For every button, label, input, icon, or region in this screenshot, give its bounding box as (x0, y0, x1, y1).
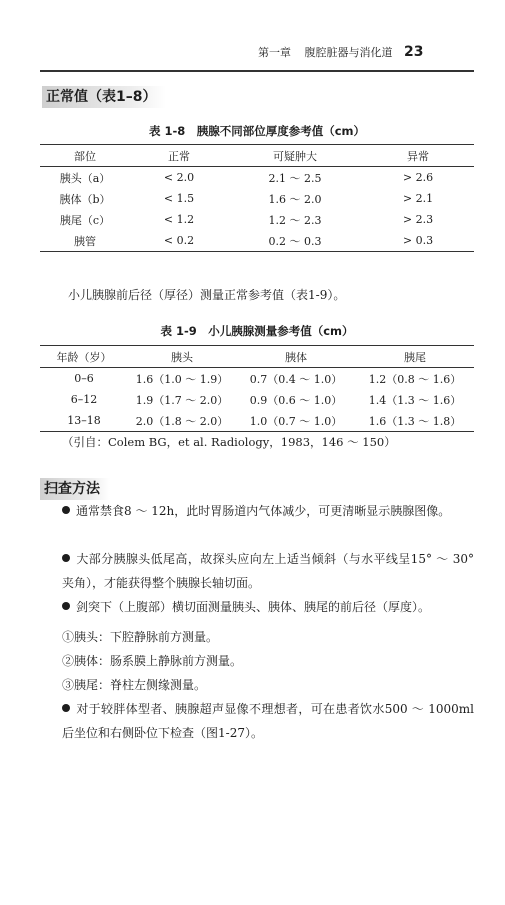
chapter-label: 第一章 (258, 46, 291, 59)
bullet-text: 对于较胖体型者、胰腺超声显像不理想者，可在患者饮水500 ～ 1000ml后坐位和右侧卧位下检查（图1-27）。 (62, 702, 474, 740)
table-cell: 6–12 (70, 393, 98, 406)
bullet-text: 大部分胰腺头低尾高，故探头应向左上适当倾斜（与水平线呈15° ～ 30°夹角），才能获得整个胰腺长轴切面。 (62, 552, 474, 590)
table-cell: 1.9（1.7 ～ 2.0） (135, 393, 229, 407)
table-cell: 0–6 (74, 372, 94, 385)
header-rule (40, 70, 474, 72)
table-1-9-caption: 表 1-9 小儿胰腺测量参考值（cm） (160, 324, 354, 338)
table-cell: 胰头（a） (59, 171, 111, 185)
bullet-item (62, 595, 474, 619)
table-cell: 1.2 ～ 2.3 (268, 213, 322, 227)
table-cell: 1.0（0.7 ～ 1.0） (249, 414, 343, 428)
table-cell: 0.9（0.6 ～ 1.0） (249, 393, 343, 407)
bullet-item (62, 499, 474, 523)
table-header-row (40, 145, 474, 167)
sub-item-pancreas-tail: ③胰尾：脊柱左侧缘测量。 (62, 678, 207, 692)
table-cell: < 1.5 (163, 192, 195, 205)
table-cell: 13–18 (67, 414, 101, 427)
table-cell: 1.6（1.0 ～ 1.9） (135, 372, 229, 386)
sub-item-pancreas-head: ①胰头：下腔静脉前方测量。 (62, 630, 219, 644)
sub-item-pancreas-body: ②胰体：肠系膜上静脉前方测量。 (62, 654, 243, 668)
page-number: 23 (404, 44, 424, 60)
column-header: 胰尾 (404, 350, 426, 364)
table-1-9 (40, 345, 474, 432)
table-cell: 0.2 ～ 0.3 (268, 234, 322, 248)
bullet-icon (62, 554, 70, 562)
citation: （引自：Colem BG，et al. Radiology，1983，146 ～ 150） (62, 435, 396, 449)
column-header: 年龄（岁） (56, 350, 112, 364)
bullet-icon (62, 602, 70, 610)
bullet-text: 通常禁食8 ～ 12h，此时胃肠道内气体减少，可更清晰显示胰腺图像。 (76, 504, 451, 518)
table-cell: 1.6（1.3 ～ 1.8） (368, 414, 462, 428)
table-cell: > 0.3 (402, 234, 434, 247)
running-header (258, 44, 470, 60)
table-row (40, 209, 474, 230)
table-row (40, 188, 474, 209)
table-cell: 2.1 ～ 2.5 (268, 171, 322, 185)
bullet-item (62, 697, 474, 745)
column-header: 部位 (74, 149, 96, 163)
table-cell: < 2.0 (163, 171, 195, 184)
table-cell: > 2.6 (402, 171, 434, 184)
table-cell: 胰管 (74, 234, 96, 248)
section-title-normal-values: 正常值（表1–8） (42, 86, 166, 108)
table-row (40, 389, 474, 410)
table-row (40, 368, 474, 390)
table-row (40, 230, 474, 252)
intro-paragraph: 小儿胰腺前后径（厚径）测量正常参考值（表1-9）。 (68, 288, 346, 302)
bullet-item (62, 547, 474, 595)
column-header: 胰头 (171, 350, 193, 364)
column-header: 异常 (407, 149, 429, 163)
bullet-icon (62, 704, 70, 712)
table-cell: 2.0（1.8 ～ 2.0） (135, 414, 229, 428)
column-header: 正常 (168, 149, 190, 163)
bullet-icon (62, 506, 70, 514)
table-row (40, 167, 474, 189)
table-header-row (40, 346, 474, 368)
table-cell: 胰体（b） (59, 192, 111, 206)
table-1-8-caption: 表 1-8 胰腺不同部位厚度参考值（cm） (148, 124, 366, 138)
table-cell: 1.2（0.8 ～ 1.6） (368, 372, 462, 386)
table-cell: > 2.3 (402, 213, 434, 226)
chapter-title: 腹腔脏器与消化道 (304, 46, 393, 59)
section-title-scan-method: 扫查方法 (40, 478, 110, 500)
table-cell: 1.4（1.3 ～ 1.6） (368, 393, 462, 407)
table-cell: < 0.2 (163, 234, 195, 247)
table-cell: > 2.1 (402, 192, 434, 205)
table-1-8 (40, 144, 474, 252)
table-cell: 0.7（0.4 ～ 1.0） (249, 372, 343, 386)
bullet-text: 剑突下（上腹部）横切面测量胰头、胰体、胰尾的前后径（厚度）。 (76, 600, 431, 614)
table-cell: 胰尾（c） (59, 213, 111, 227)
column-header: 胰体 (285, 350, 307, 364)
column-header: 可疑肿大 (273, 149, 317, 163)
table-cell: < 1.2 (163, 213, 195, 226)
table-row (40, 410, 474, 432)
table-cell: 1.6 ～ 2.0 (268, 192, 322, 206)
